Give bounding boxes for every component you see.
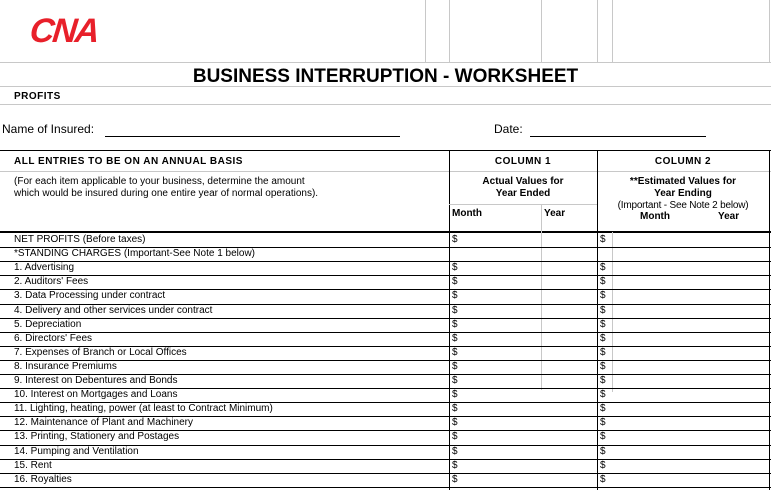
row-label: 2. Auditors' Fees	[14, 276, 89, 287]
row-label: 14. Pumping and Ventilation	[14, 446, 139, 457]
column1-amount-field[interactable]: $	[452, 333, 458, 344]
row-label: 1. Advertising	[14, 262, 75, 273]
column1-sub1: Actual Values for	[482, 176, 564, 187]
row-label: 15. Rent	[14, 460, 52, 471]
date-label: Date:	[494, 122, 523, 136]
column1-amount-field[interactable]: $	[452, 446, 458, 457]
column2-amount-field[interactable]: $	[600, 361, 606, 372]
grid-line	[769, 0, 770, 62]
table-header-bottom	[0, 231, 771, 233]
column1-amount-field[interactable]: $	[452, 319, 458, 330]
column2-amount-field[interactable]: $	[600, 234, 606, 245]
column1-month-header: Month	[452, 208, 482, 219]
column2-amount-field[interactable]: $	[600, 403, 606, 414]
name-of-insured-label: Name of Insured:	[2, 122, 95, 136]
grid-line	[0, 104, 771, 105]
section-label: PROFITS	[14, 91, 61, 102]
name-of-insured-field[interactable]	[105, 136, 400, 137]
column2-amount-field[interactable]: $	[600, 305, 606, 316]
grid-line	[612, 0, 613, 62]
column2-split-line	[612, 232, 613, 392]
column1-left-border	[449, 150, 450, 490]
column2-amount-field[interactable]: $	[600, 474, 606, 485]
cna-logo: CNA	[28, 12, 100, 50]
row-divider	[0, 318, 771, 319]
column1-amount-field[interactable]: $	[452, 417, 458, 428]
grid-line	[0, 62, 771, 63]
column2-amount-field[interactable]: $	[600, 460, 606, 471]
column1-amount-field[interactable]: $	[452, 234, 458, 245]
column2-amount-field[interactable]: $	[600, 417, 606, 428]
column2-amount-field[interactable]: $	[600, 375, 606, 386]
column1-amount-field[interactable]: $	[452, 262, 458, 273]
row-divider	[0, 487, 771, 488]
column2-year-header: Year	[718, 211, 740, 222]
column2-amount-field[interactable]: $	[600, 333, 606, 344]
column1-amount-field[interactable]: $	[452, 403, 458, 414]
grid-line	[0, 171, 771, 172]
column2-sub1: **Estimated Values for	[629, 176, 737, 187]
row-label: 5. Depreciation	[14, 319, 82, 330]
row-label: 13. Printing, Stationery and Postages	[14, 431, 180, 442]
column1-amount-field[interactable]: $	[452, 474, 458, 485]
column1-amount-field[interactable]: $	[452, 389, 458, 400]
instructions-line-1: (For each item applicable to your business, determine the amount	[14, 176, 305, 187]
table-right-border	[769, 150, 770, 490]
column2-note: (Important - See Note 2 below)	[617, 200, 749, 211]
row-label: 9. Interest on Debentures and Bonds	[14, 375, 178, 386]
column2-amount-field[interactable]: $	[600, 290, 606, 301]
row-divider	[0, 473, 771, 474]
row-label: 3. Data Processing under contract	[14, 290, 166, 301]
column1-title: COLUMN 1	[494, 156, 552, 167]
row-label: 8. Insurance Premiums	[14, 361, 117, 372]
column2-amount-field[interactable]: $	[600, 389, 606, 400]
column2-sub2: Year Ending	[654, 188, 712, 199]
grid-line	[425, 0, 426, 62]
row-divider	[0, 459, 771, 460]
grid-line	[449, 0, 450, 62]
column1-year-header: Year	[544, 208, 566, 219]
column1-amount-field[interactable]: $	[452, 431, 458, 442]
row-label: 11. Lighting, heating, power (at least to Contract Minimum)	[14, 403, 273, 414]
column1-amount-field[interactable]: $	[452, 347, 458, 358]
grid-line	[449, 204, 597, 205]
row-label: 7. Expenses of Branch or Local Offices	[14, 347, 187, 358]
column2-month-header: Month	[640, 211, 670, 222]
row-divider	[0, 261, 771, 262]
column2-title: COLUMN 2	[654, 156, 712, 167]
table-top-border	[0, 150, 771, 151]
column1-sub2: Year Ended	[495, 188, 551, 199]
grid-line	[597, 0, 598, 62]
column2-amount-field[interactable]: $	[600, 431, 606, 442]
row-divider	[0, 275, 771, 276]
column1-split-line	[541, 204, 542, 390]
column1-amount-field[interactable]: $	[452, 361, 458, 372]
column2-amount-field[interactable]: $	[600, 319, 606, 330]
column1-amount-field[interactable]: $	[452, 276, 458, 287]
annual-basis-note: ALL ENTRIES TO BE ON AN ANNUAL BASIS	[14, 156, 243, 167]
column2-amount-field[interactable]: $	[600, 276, 606, 287]
column1-amount-field[interactable]: $	[452, 305, 458, 316]
row-label: *STANDING CHARGES (Important-See Note 1 below)	[14, 248, 256, 259]
column1-amount-field[interactable]: $	[452, 290, 458, 301]
column2-amount-field[interactable]: $	[600, 347, 606, 358]
row-label: NET PROFITS (Before taxes)	[14, 234, 146, 245]
row-label: 12. Maintenance of Plant and Machinery	[14, 417, 193, 428]
row-label: 4. Delivery and other services under contract	[14, 305, 213, 316]
date-field[interactable]	[530, 136, 706, 137]
row-divider	[0, 332, 771, 333]
page-title: BUSINESS INTERRUPTION - WORKSHEET	[192, 66, 579, 87]
row-label: 6. Directors' Fees	[14, 333, 93, 344]
column1-amount-field[interactable]: $	[452, 375, 458, 386]
column2-amount-field[interactable]: $	[600, 446, 606, 457]
row-label: 16. Royalties	[14, 474, 72, 485]
row-label: 10. Interest on Mortgages and Loans	[14, 389, 178, 400]
instructions-line-2: which would be insured during one entire year of normal operations).	[14, 188, 319, 199]
column2-amount-field[interactable]: $	[600, 262, 606, 273]
grid-line	[541, 0, 542, 62]
column1-amount-field[interactable]: $	[452, 460, 458, 471]
